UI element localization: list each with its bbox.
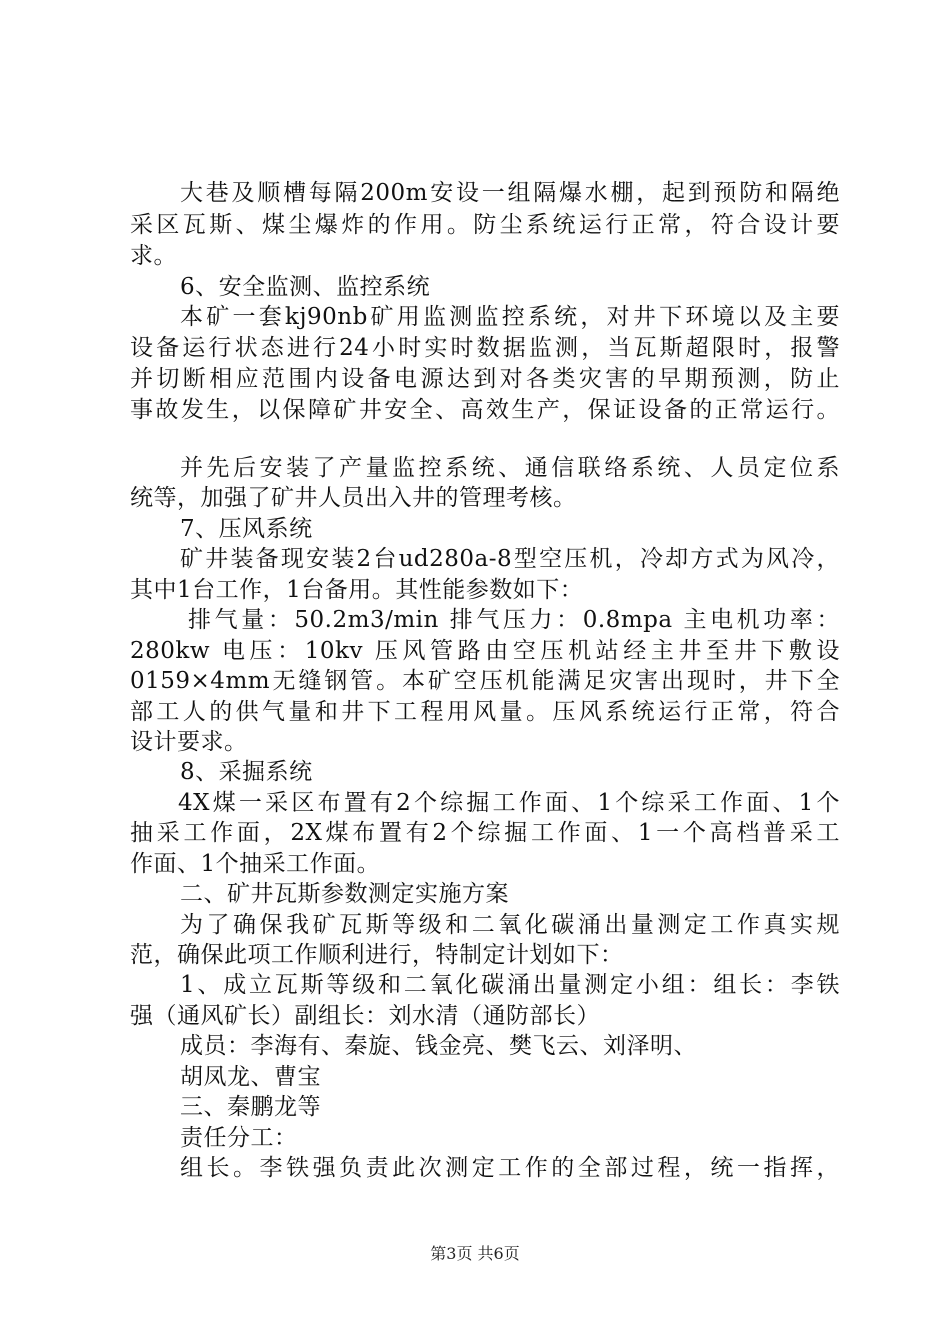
paragraph-line: 采区瓦斯、煤尘爆炸的作用。防尘系统运行正常，符合设计要 xyxy=(130,212,840,238)
paragraph-line: 并先后安装了产量监控系统、通信联络系统、人员定位系 xyxy=(180,455,840,481)
paragraph-line: 大巷及顺槽每隔200m安设一组隔爆水棚，起到预防和隔绝 xyxy=(180,180,840,206)
paragraph-line: 成员：李海有、秦旋、钱金亮、樊飞云、刘泽明、 xyxy=(180,1033,697,1059)
paragraph-line: 280kw 电压：10kv 压风管路由空压机站经主井至井下敷设 xyxy=(130,638,840,664)
paragraph-line: 部工人的供气量和井下工程用风量。压风系统运行正常，符合 xyxy=(130,699,840,725)
paragraph-line: 1、成立瓦斯等级和二氧化碳涌出量测定小组：组长：李铁 xyxy=(180,972,840,998)
paragraph-line: 范，确保此项工作顺利进行，特制定计划如下： xyxy=(130,942,624,968)
paragraph-line: 设备运行状态进行24小时实时数据监测，当瓦斯超限时，报警 xyxy=(130,335,840,361)
paragraph-line: 本矿一套kj90nb矿用监测监控系统，对井下环境以及主要 xyxy=(180,304,840,330)
paragraph-line: 统等，加强了矿井人员出入井的管理考核。 xyxy=(130,485,577,511)
paragraph-line: 求。 xyxy=(130,243,177,269)
paragraph-line: 抽采工作面，2X煤布置有2个综掘工作面、1一个高档普采工 xyxy=(130,820,840,846)
paragraph-line: 设计要求。 xyxy=(130,729,248,755)
paragraph-line: 并切断相应范围内设备电源达到对各类灾害的早期预测，防止 xyxy=(130,366,840,392)
paragraph-line: 胡凤龙、曹宝 xyxy=(180,1064,321,1090)
paragraph-line: 矿井装备现安装2台ud280a-8型空压机，冷却方式为风冷， xyxy=(180,546,840,572)
paragraph-line: 组长。李铁强负责此次测定工作的全部过程，统一指挥， xyxy=(180,1155,840,1181)
paragraph-line: 作面、1个抽采工作面。 xyxy=(130,851,381,877)
section-heading: 6、安全监测、监控系统 xyxy=(180,274,431,300)
paragraph-line: 事故发生，以保障矿井安全、高效生产，保证设备的正常运行。 xyxy=(130,397,840,423)
paragraph-line: 其中1台工作，1台备用。其性能参数如下： xyxy=(130,577,584,603)
paragraph-line: 4X煤一采区布置有2个综掘工作面、1个综采工作面、1个 xyxy=(178,790,840,816)
section-heading: 8、采掘系统 xyxy=(180,759,313,785)
paragraph-line: 排气量：50.2m3/min 排气压力：0.8mpa 主电机功率： xyxy=(188,607,840,633)
paragraph-line: 为了确保我矿瓦斯等级和二氧化碳涌出量测定工作真实规 xyxy=(180,912,840,938)
section-heading: 二、矿井瓦斯参数测定实施方案 xyxy=(180,881,509,907)
paragraph-line: 强（通风矿长）副组长：刘水清（通防部长） xyxy=(130,1003,600,1029)
paragraph-line: 责任分工： xyxy=(180,1125,298,1151)
section-heading: 7、压风系统 xyxy=(180,516,313,542)
section-heading: 三、秦鹏龙等 xyxy=(180,1094,321,1120)
paragraph-line: 0159×4mm无缝钢管。本矿空压机能满足灾害出现时，井下全 xyxy=(130,668,840,694)
page-footer: 第3页 共6页 xyxy=(430,1244,520,1263)
